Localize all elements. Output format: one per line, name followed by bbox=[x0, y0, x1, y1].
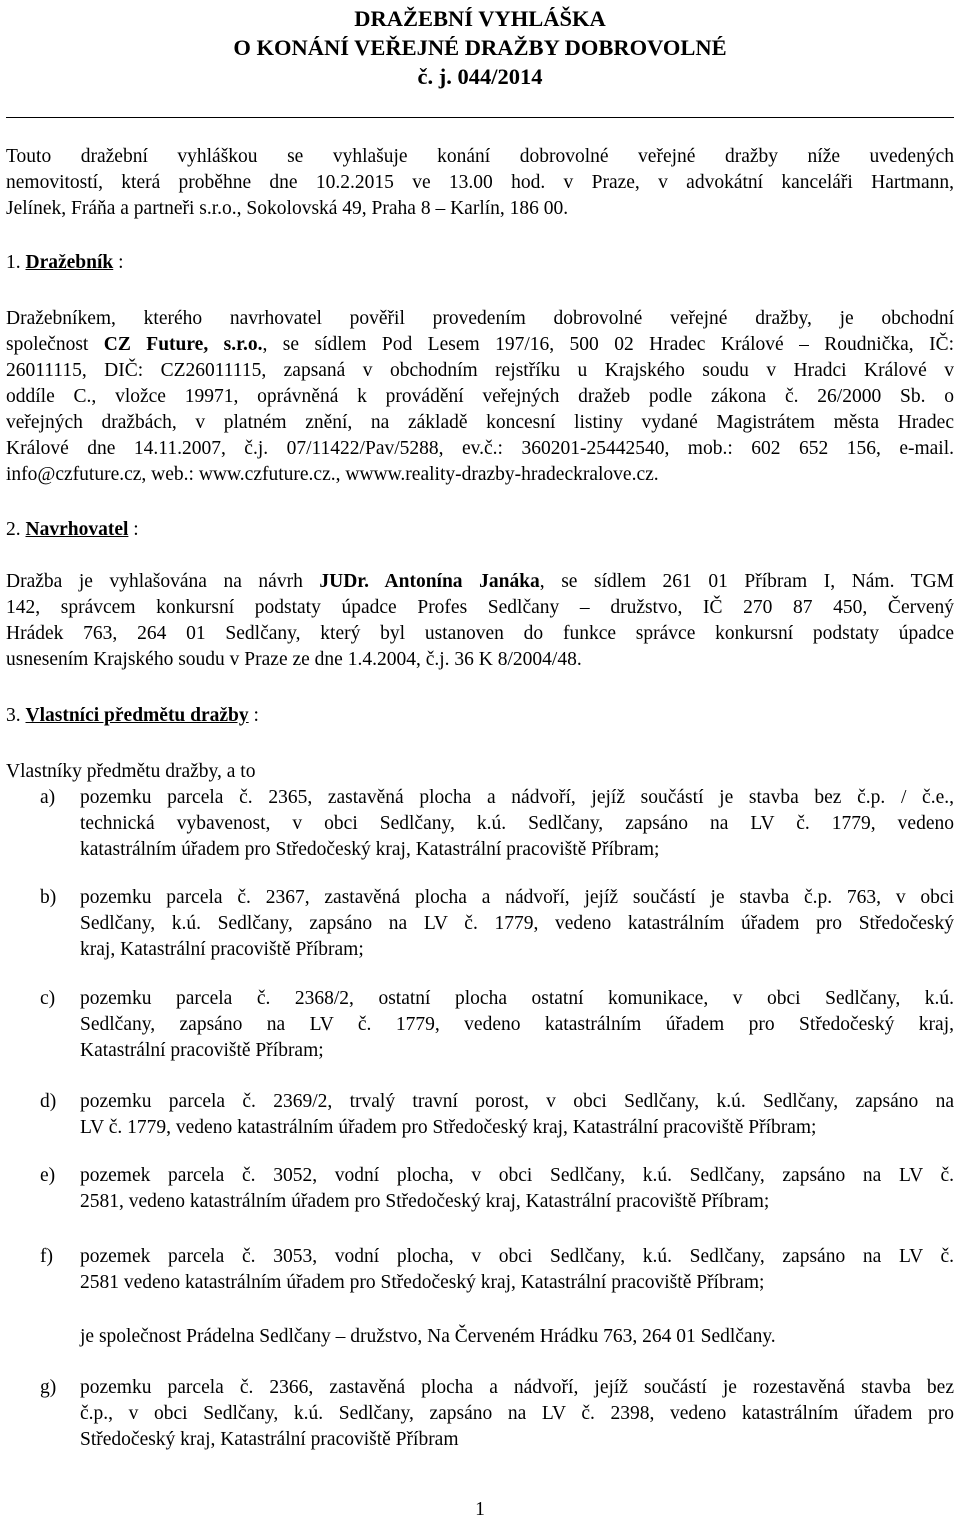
list-text bbox=[80, 986, 954, 1064]
list-label: b) bbox=[40, 887, 57, 908]
list-line: pozemek parcela č. 3052, vodní plocha, v obci Sedlčany, k.ú. Sedlčany, zapsáno na LV č. bbox=[80, 1165, 954, 1186]
list-text bbox=[80, 1089, 954, 1141]
section-colon: : bbox=[248, 705, 259, 726]
list-line: č.p., v obci Sedlčany, k.ú. Sedlčany, zapsáno na LV č. 2398, vedeno katastrálním úřadem pro bbox=[80, 1403, 954, 1424]
auctioneer-paragraph bbox=[6, 306, 954, 488]
intro-paragraph bbox=[6, 144, 954, 222]
list-line: pozemku parcela č. 2366, zastavěná plocha a nádvoří, jejíž součástí je rozestavěná stavba bez bbox=[80, 1377, 954, 1398]
list-line: pozemku parcela č. 2369/2, trvalý travní porost, v obci Sedlčany, k.ú. Sedlčany, zapsáno na bbox=[80, 1091, 954, 1112]
owner-line: je společnost Prádelna Sedlčany – družstvo, Na Červeném Hrádku 763, 264 01 Sedlčany. bbox=[80, 1326, 776, 1347]
text-run: , se sídlem Pod Lesem 197/16, 500 02 Hradec Králové – Roudnička, IČ: bbox=[262, 334, 954, 355]
section-title: Dražebník bbox=[25, 252, 114, 273]
text-run: Dražba je vyhlašována na návrh bbox=[6, 571, 320, 592]
list-line: pozemku parcela č. 2365, zastavěná plocha a nádvoří, jejíž součástí je stavba bez č.p. / č.e., bbox=[80, 787, 954, 808]
paragraph-line bbox=[6, 332, 954, 358]
paragraph-line bbox=[6, 569, 954, 595]
list-label: g) bbox=[40, 1377, 57, 1398]
list-line: technická vybavenost, v obci Sedlčany, k.ú. Sedlčany, zapsáno na LV č. 1779, vedeno bbox=[80, 813, 954, 834]
list-line: LV č. 1779, vedeno katastrálním úřadem pro Středočeský kraj, Katastrální pracoviště Příbram; bbox=[80, 1117, 817, 1138]
list-line: katastrálním úřadem pro Středočeský kraj, Katastrální pracoviště Příbram; bbox=[80, 839, 660, 860]
paragraph-line: usnesením Krajského soudu v Praze ze dne 1.4.2004, č.j. 36 K 8/2004/48. bbox=[6, 649, 582, 670]
section-title: Navrhovatel bbox=[25, 519, 129, 540]
page-number: 1 bbox=[475, 1499, 485, 1520]
section-colon: : bbox=[113, 252, 124, 273]
list-text bbox=[80, 1375, 954, 1453]
intro-line: Touto dražební vyhláškou se vyhlašuje konání dobrovolné veřejné dražby níže uvedených bbox=[6, 146, 954, 167]
section-title: Vlastníci předmětu dražby bbox=[25, 705, 249, 726]
paragraph-line: veřejných dražbách, v platném znění, na základě koncesní listiny vydané Magistrátem města Hradec bbox=[6, 412, 954, 433]
reference-number: č. j. 044/2014 bbox=[417, 64, 543, 89]
header-divider bbox=[6, 117, 954, 118]
list-line: Katastrální pracoviště Příbram; bbox=[80, 1040, 324, 1061]
section-number: 3. bbox=[6, 705, 21, 726]
list-label: e) bbox=[40, 1165, 56, 1186]
list-text bbox=[80, 785, 954, 863]
paragraph-line: 142, správcem konkursní podstaty úpadce Profes Sedlčany – družstvo, IČ 270 87 450, Červený bbox=[6, 597, 954, 618]
list-line: Sedlčany, k.ú. Sedlčany, zapsáno na LV č. 1779, vedeno katastrálním úřadem pro Středočeský bbox=[80, 913, 954, 934]
paragraph-line: 26011115, DIČ: CZ26011115, zapsaná v obchodním rejstříku u Krajského soudu v Hradci Králové v bbox=[6, 360, 954, 381]
list-line: pozemek parcela č. 3053, vodní plocha, v obci Sedlčany, k.ú. Sedlčany, zapsáno na LV č. bbox=[80, 1246, 954, 1267]
list-line: pozemku parcela č. 2367, zastavěná plocha a nádvoří, jejíž součástí je stavba č.p. 763, v obci bbox=[80, 887, 954, 908]
document-subtitle: O KONÁNÍ VEŘEJNÉ DRAŽBY DOBROVOLNÉ bbox=[233, 35, 727, 60]
document-title: DRAŽEBNÍ VYHLÁŠKA bbox=[354, 6, 606, 31]
intro-line: Jelínek, Fráňa a partneři s.r.o., Sokolovská 49, Praha 8 – Karlín, 186 00. bbox=[6, 198, 569, 219]
auctioneer-name: CZ Future, s.r.o. bbox=[103, 334, 263, 355]
text-run: , se sídlem 261 01 Příbram I, Nám. TGM bbox=[539, 571, 954, 592]
list-line: 2581 vedeno katastrálním úřadem pro Středočeský kraj, Katastrální pracoviště Příbram; bbox=[80, 1272, 765, 1293]
section-number: 1. bbox=[6, 252, 21, 273]
list-line: kraj, Katastrální pracoviště Příbram; bbox=[80, 939, 364, 960]
list-line: Sedlčany, zapsáno na LV č. 1779, vedeno katastrálním úřadem pro Středočeský kraj, bbox=[80, 1014, 954, 1035]
list-text bbox=[80, 885, 954, 963]
list-text bbox=[80, 1163, 954, 1215]
section-colon: : bbox=[128, 519, 139, 540]
list-line: 2581, vedeno katastrálním úřadem pro Středočeský kraj, Katastrální pracoviště Příbram; bbox=[80, 1191, 770, 1212]
text-run: společnost bbox=[6, 334, 104, 355]
owner-text bbox=[80, 1324, 954, 1350]
paragraph-line: Hrádek 763, 264 01 Sedlčany, který byl ustanoven do funkce správce konkursní podstaty úpadce bbox=[6, 623, 954, 644]
list-text bbox=[80, 1244, 954, 1296]
owners-intro: Vlastníky předmětu dražby, a to bbox=[6, 761, 256, 782]
list-line: pozemku parcela č. 2368/2, ostatní plocha ostatní komunikace, v obci Sedlčany, k.ú. bbox=[80, 988, 954, 1009]
paragraph-line: Králové dne 14.11.2007, č.j. 07/11422/Pav/5288, ev.č.: 360201-25442540, mob.: 602 652 156, e-mail. bbox=[6, 438, 954, 459]
list-label: c) bbox=[40, 988, 56, 1009]
list-label: f) bbox=[40, 1246, 53, 1267]
paragraph-line: oddíle C., vložce 19971, oprávněná k provádění veřejných dražeb podle zákona č. 26/2000 Sb. o bbox=[6, 386, 954, 407]
list-label: a) bbox=[40, 787, 56, 808]
list-label: d) bbox=[40, 1091, 57, 1112]
paragraph-line: info@czfuture.cz, web.: www.czfuture.cz., wwww.reality-drazby-hradeckralove.cz. bbox=[6, 464, 659, 485]
section-2-heading bbox=[6, 517, 139, 543]
section-1-heading bbox=[6, 250, 124, 276]
list-line: Středočeský kraj, Katastrální pracoviště Příbram bbox=[80, 1429, 459, 1450]
proposer-name: JUDr. Antonína Janáka bbox=[319, 571, 540, 592]
proposer-paragraph bbox=[6, 569, 954, 673]
paragraph-line: Dražebníkem, kterého navrhovatel pověřil provedením dobrovolné veřejné dražby, je obchodní bbox=[6, 308, 954, 329]
section-3-heading bbox=[6, 703, 259, 729]
intro-line: nemovitostí, která proběhne dne 10.2.2015 ve 13.00 hod. v Praze, v advokátní kanceláři Hartmann, bbox=[6, 172, 954, 193]
section-number: 2. bbox=[6, 519, 21, 540]
